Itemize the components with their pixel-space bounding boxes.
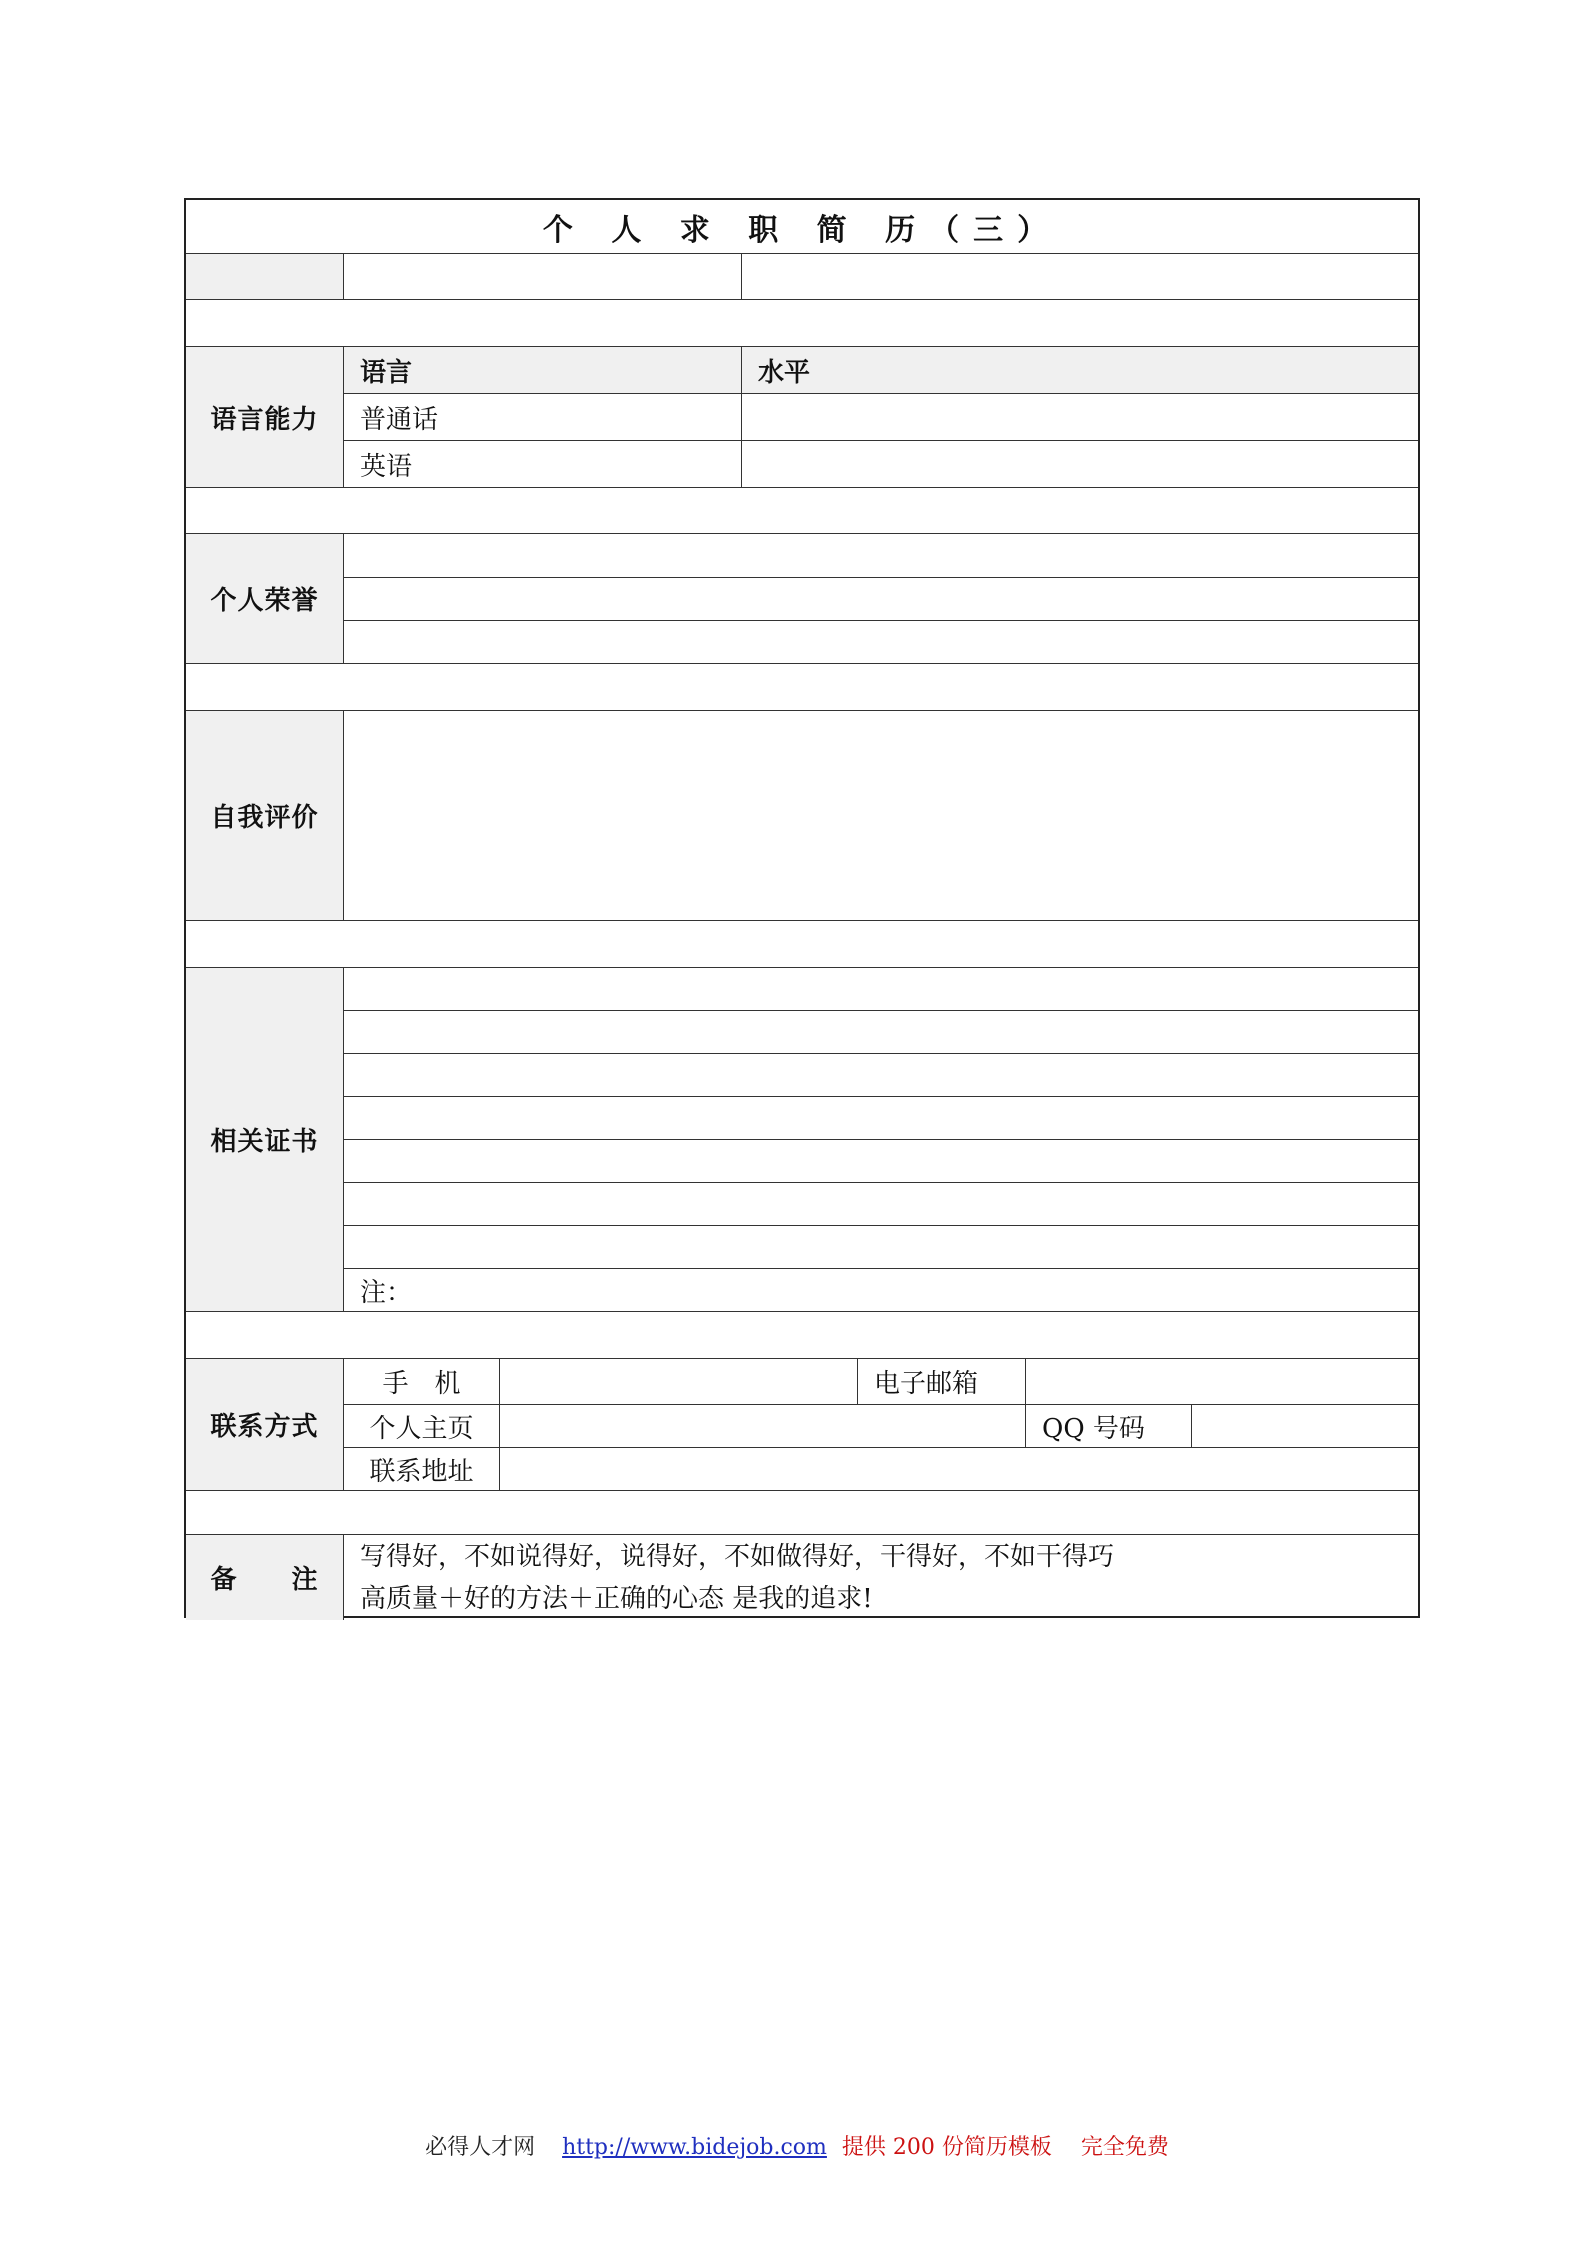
blank-label-cell (186, 254, 344, 299)
certificate-line (344, 968, 1418, 1011)
footer-link[interactable]: http://www.bidejob.com (562, 2135, 827, 2160)
qq-label: QQ 号码 (1026, 1405, 1192, 1447)
qq-value (1192, 1405, 1420, 1447)
honors-section (186, 534, 1418, 664)
remarks-section (186, 1535, 1418, 1620)
footer-promo: 提供 200 份简历模板 (841, 2135, 1052, 2160)
blank-cell-2 (742, 254, 1420, 299)
language-row (344, 441, 1418, 488)
certificates-label: 相关证书 (186, 968, 344, 1311)
language-header-row (344, 347, 1418, 394)
contact-section (186, 1359, 1418, 1491)
certificate-line (344, 1054, 1418, 1097)
address-label: 联系地址 (344, 1448, 500, 1491)
certificates-section (186, 968, 1418, 1312)
footer-free: 完全免费 (1080, 2135, 1169, 2160)
spacer-row (186, 664, 1418, 711)
language-name: 英语 (344, 441, 742, 488)
spacer-row (186, 300, 1418, 347)
resume-table (184, 198, 1420, 1618)
spacer-row (186, 1312, 1418, 1359)
honors-line (344, 534, 1418, 578)
self-eval-content (344, 711, 1420, 920)
remarks-line-2: 高质量＋好的方法＋正确的心态 是我的追求! (360, 1583, 873, 1614)
certificate-line (344, 1140, 1418, 1183)
footer (0, 2130, 1594, 2161)
spacer-row (186, 1491, 1418, 1535)
level-col-header: 水平 (758, 357, 811, 388)
homepage-value (500, 1405, 1026, 1447)
certificate-note: 注： (360, 1278, 413, 1308)
contact-row-address (344, 1448, 1418, 1491)
phone-value (500, 1359, 858, 1404)
certificate-line (344, 1011, 1418, 1054)
remarks-content (344, 1535, 1420, 1620)
language-level (742, 441, 1420, 488)
honors-line (344, 578, 1418, 621)
phone-label: 手 机 (344, 1359, 500, 1404)
certificate-line (344, 1183, 1418, 1226)
email-value (1026, 1359, 1420, 1404)
page-title: 个 人 求 职 简 历（三） (542, 212, 1062, 248)
language-label: 语言能力 (186, 347, 344, 487)
contact-row-phone (344, 1359, 1418, 1405)
remarks-line-1: 写得好，不如说得好，说得好，不如做得好，干得好，不如干得巧 (360, 1541, 1115, 1572)
contact-row-homepage (344, 1405, 1418, 1448)
language-level (742, 394, 1420, 440)
honors-label: 个人荣誉 (186, 534, 344, 663)
spacer-row (186, 488, 1418, 534)
language-col-header: 语言 (344, 347, 742, 393)
self-eval-label: 自我评价 (186, 711, 344, 920)
blank-cell-1 (344, 254, 742, 299)
homepage-label: 个人主页 (344, 1405, 500, 1447)
spacer-row (186, 921, 1418, 968)
email-label: 电子邮箱 (858, 1359, 1026, 1404)
certificate-note-row (344, 1269, 1418, 1312)
certificate-line (344, 1097, 1418, 1140)
language-section (186, 347, 1418, 488)
footer-site: 必得人才网 (425, 2135, 536, 2160)
self-eval-section (186, 711, 1418, 921)
remarks-label: 备 注 (186, 1535, 344, 1620)
certificate-line (344, 1226, 1418, 1269)
contact-label: 联系方式 (186, 1359, 344, 1490)
address-value (500, 1448, 1420, 1491)
language-row (344, 394, 1418, 441)
language-name: 普通话 (344, 394, 742, 440)
blank-header-row (186, 254, 1418, 300)
title-row (186, 200, 1418, 254)
honors-line (344, 621, 1418, 664)
